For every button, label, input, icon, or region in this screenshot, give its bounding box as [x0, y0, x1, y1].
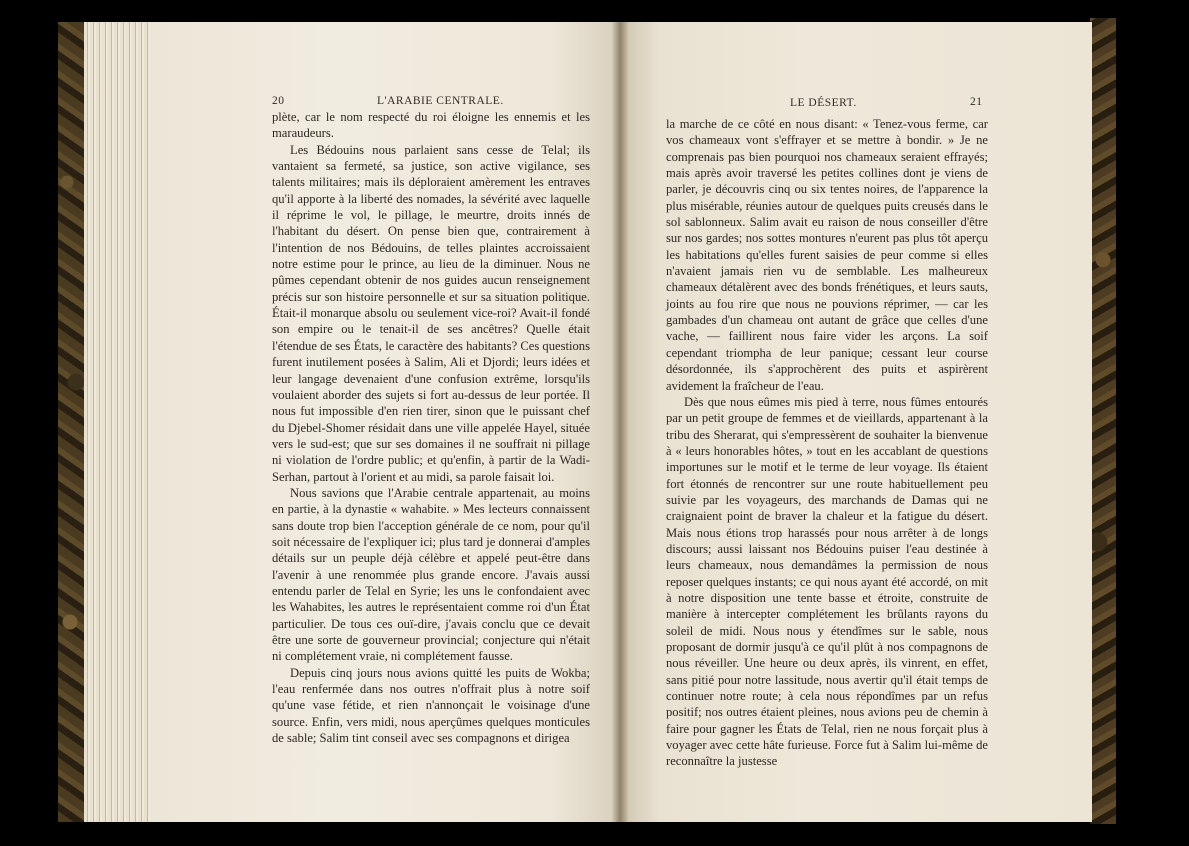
paragraph: Depuis cinq jours nous avions quitté les puits de Wokba; l'eau renfermée dans nos outres n'offrait plus à notre soif qu'une vase fétide, et rien n'annonçait le voisinage d'une source. Enfin, vers midi, nous aperçûmes quelques monticules de sable; Salim tint conseil avec ses compagnons et dirigea — [272, 665, 590, 746]
paragraph: la marche de ce côté en nous disant: « Tenez-vous ferme, car vos chameaux vont s'effrayer et se mettre à bondir. » Je ne comprenais pas bien pourquoi nos chameaux seraient effrayés; mais après avoir traversé les petites collines dont je viens de parler, je découvris cinq ou six tentes noires, de l'apparence la plus misérable, réunies autour de quelques puits creusés dans le sol sablonneux. Salim avait eu raison de nous conseiller d'être sur nos gardes; nos sottes montures n'eurent pas plus tôt aperçu les habitations qu'elles furent saisies de peur comme si elles n'avaient jamais rien vu de semblable. Les malheureux chameaux détalèrent avec des bonds frénétiques, et leurs sauts, joints au fou rire que nous ne pouvions réprimer, — car les gambades d'un chameau ont autant de grâce que celles d'une vache, — faillirent nous faire vider les arçons. La soif cependant triompha de leur panique; cessant leur course désordonnée, ils s'approchèrent des puits et aspirèrent avidement la fraîcheur de l'eau. — [666, 117, 988, 393]
left-running-head: L'ARABIE CENTRALE. — [377, 95, 504, 107]
left-page-text — [272, 109, 590, 746]
book-cover-right — [1090, 18, 1116, 824]
left-page-number: 20 — [272, 95, 285, 107]
paragraph: plète, car le nom respecté du roi éloigne les ennemis et les maraudeurs. — [272, 110, 590, 141]
right-page-number: 21 — [970, 96, 983, 108]
paragraph: Dès que nous eûmes mis pied à terre, nous fûmes entourés par un petit groupe de femmes et de vieillards, appartenant à la tribu des Sherarat, qui s'empressèrent de souhaiter la bienvenue à « leurs honorables hôtes, » tout en les accablant de questions importunes sur le motif et le terme de leur voyage. Ils étaient fort étonnés de rencontrer sur une route habituellement peu suivie par les voyageurs, des marchands de Damas qui ne craignaient point de braver la chaleur et la fatigue du désert. Mais nous étions trop harassés pour nous arrêter à de longs discours; aussi laissant nos Bédouins puiser l'eau destinée à leurs chameaux, nous demandâmes la permission de nous reposer quelques instants; ce qui nous ayant été accordé, on mit à notre disposition une tente basse et étroite, construite de manière à intercepter complétement les brûlants rayons du soleil de midi. Nous nous y étendîmes sur le sable, nous proposant de dormir jusqu'à ce qu'il plût à nos compagnons de nous réveiller. Une heure ou deux après, ils vinrent, en effet, sans pitié pour notre lassitude, nous avertir qu'il était temps de continuer notre route; à cela nous répondîmes par un refus positif; nos outres étaient pleines, nous avions peu de chemin à faire pour gagner les États de Telal, rien ne nous forçait plus à voyager avec cette hâte furieuse. Force fut à Salim lui-même de reconnaître la justesse — [666, 394, 988, 769]
paragraph: Nous savions que l'Arabie centrale appartenait, au moins en partie, à la dynastie « wahabite. » Mes lecteurs connaissent sans doute trop bien l'acception générale de ce nom, pour qu'il soit nécessaire de l'expliquer ici; plus tard je donnerai d'amples détails sur un peuple déjà célèbre et appelé peut-être dans l'avenir à une renommée plus grande encore. J'avais aussi entendu parler de Telal en Syrie; les uns le confondaient avec les Wahabites, les autres le représentaient comme roi d'un État particulier. De tous ces ouï-dire, j'avais conclu que ce devait être une sorte de gouverneur provincial; conjecture qui n'était ni complétement vraie, ni complétement fausse. — [272, 485, 590, 664]
book-gutter — [612, 22, 628, 822]
paragraph: Les Bédouins nous parlaient sans cesse de Telal; ils vantaient sa fermeté, sa justice, son active vigilance, ses talents militaires; mais ils déploraient amèrement les entraves qu'il apporte à la liberté des nomades, la sévérité avec laquelle il réprime le vol, le pillage, le meurtre, droits innés de l'habitant du désert. On pense bien que, contrairement à l'intention de nos Bédouins, de telles plaintes accroissaient notre estime pour le prince, au lieu de la diminuer. Nous ne pûmes cependant obtenir de nos guides aucun renseignement précis sur son histoire personnelle et sur sa situation politique. Était-il monarque absolu ou seulement vice-roi? Avait-il fondé son empire ou le tenait-il de ses ancêtres? Quelle était l'étendue de ses États, le caractère des habitants? Ces questions furent inutilement posées à Salim, Ali et Djordi; leurs idées et leur langage devenaient d'une confusion extrême, lorsqu'ils voulaient aborder des sujets si fort au-dessus de leur portée. Il nous fut impossible d'en rien tirer, sinon que le puissant chef du Djebel-Shomer résidait dans une ville appelée Hayel, située vers le sud-est; que sur ses domaines il ne souffrait ni pillage ni violation de l'ordre public; et qu'enfin, à partir de la Wadi-Serhan, partout à l'orient et au midi, sa parole faisait loi. — [272, 142, 590, 484]
right-running-head: LE DÉSERT. — [790, 97, 857, 109]
right-page-text — [666, 116, 988, 770]
